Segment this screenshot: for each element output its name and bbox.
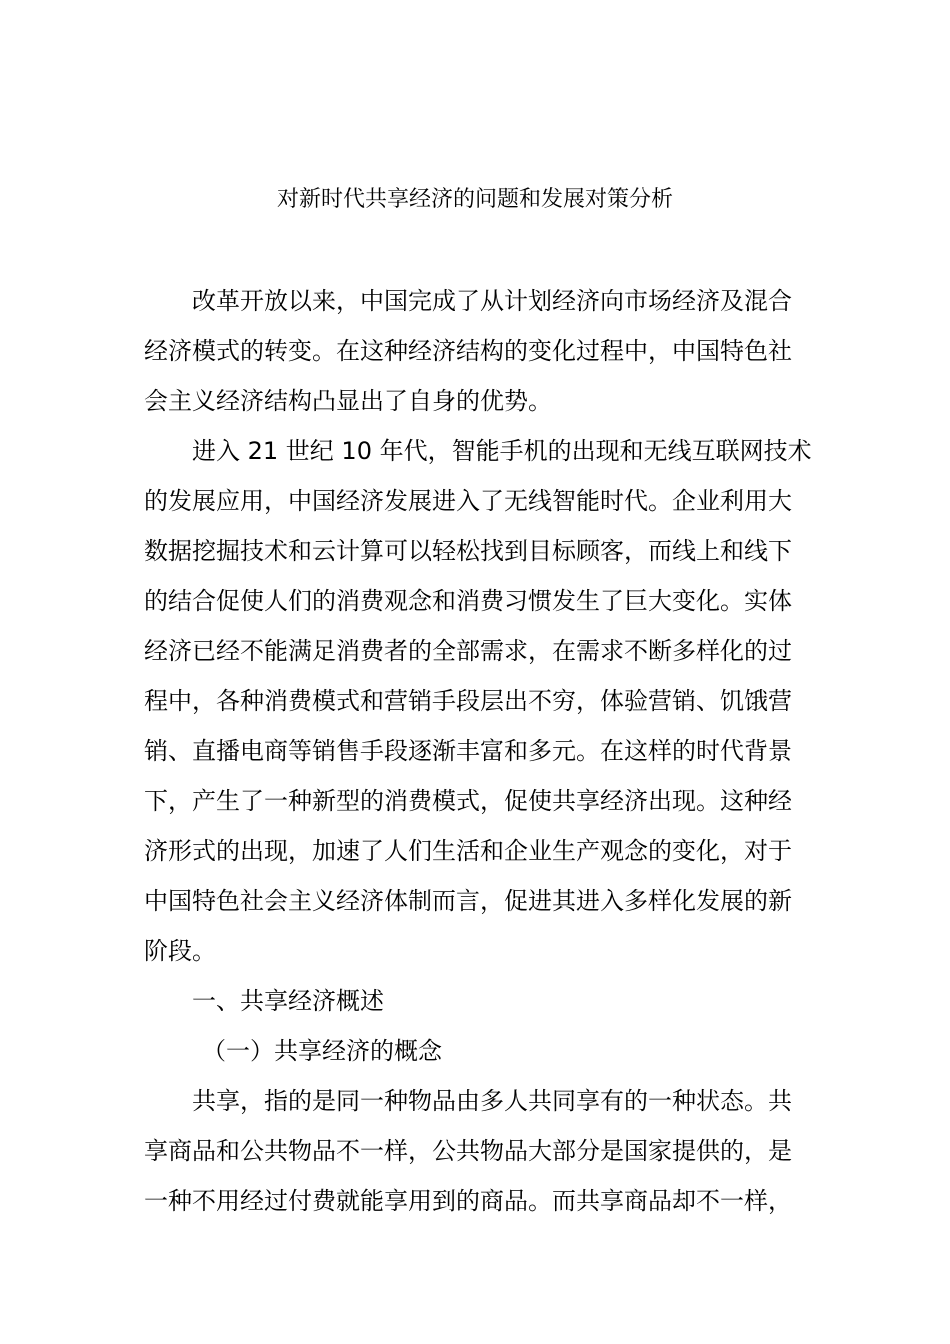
text-line: 改革开放以来，中国完成了从计划经济向市场经济及混合 bbox=[192, 287, 792, 315]
text-line: 的结合促使人们的消费观念和消费习惯发生了巨大变化。实体 bbox=[144, 587, 792, 615]
text-line: 经济已经不能满足消费者的全部需求，在需求不断多样化的过 bbox=[144, 637, 792, 665]
text-line: 进入 21 世纪 10 年代，智能手机的出现和无线互联网技术 bbox=[192, 437, 812, 465]
text-line: 下，产生了一种新型的消费模式，促使共享经济出现。这种经 bbox=[144, 787, 792, 815]
text-line: 的发展应用，中国经济发展进入了无线智能时代。企业利用大 bbox=[144, 487, 792, 515]
text-line: 程中，各种消费模式和营销手段层出不穷，体验营销、饥饿营 bbox=[144, 687, 792, 715]
text-line: 经济模式的转变。在这种经济结构的变化过程中，中国特色社 bbox=[144, 337, 792, 365]
text-line: 共享，指的是同一种物品由多人共同享有的一种状态。共 bbox=[192, 1087, 792, 1115]
text-line: 享商品和公共物品不一样，公共物品大部分是国家提供的，是 bbox=[144, 1137, 792, 1165]
paragraph-definition bbox=[144, 1076, 808, 1226]
text-line: 销、直播电商等销售手段逐渐丰富和多元。在这样的时代背景 bbox=[144, 737, 792, 765]
text-line: 济形式的出现，加速了人们生活和企业生产观念的变化，对于 bbox=[144, 837, 792, 865]
text-line: 中国特色社会主义经济体制而言，促进其进入多样化发展的新 bbox=[144, 887, 792, 915]
text-line: 一种不用经过付费就能享用到的商品。而共享商品却不一样， bbox=[144, 1187, 792, 1215]
subsection-heading: （一）共享经济的概念 bbox=[202, 1037, 442, 1065]
text-line: 数据挖掘技术和云计算可以轻松找到目标顾客，而线上和线下 bbox=[144, 537, 792, 565]
text-line: 阶段。 bbox=[144, 937, 216, 965]
text-line: 会主义经济结构凸显出了自身的优势。 bbox=[144, 387, 552, 415]
document-body bbox=[144, 276, 812, 1226]
section-heading: 一、共享经济概述 bbox=[192, 987, 384, 1015]
paragraph-background bbox=[144, 426, 812, 976]
document-title: 对新时代共享经济的问题和发展对策分析 bbox=[276, 187, 673, 212]
paragraph-intro bbox=[144, 276, 808, 426]
